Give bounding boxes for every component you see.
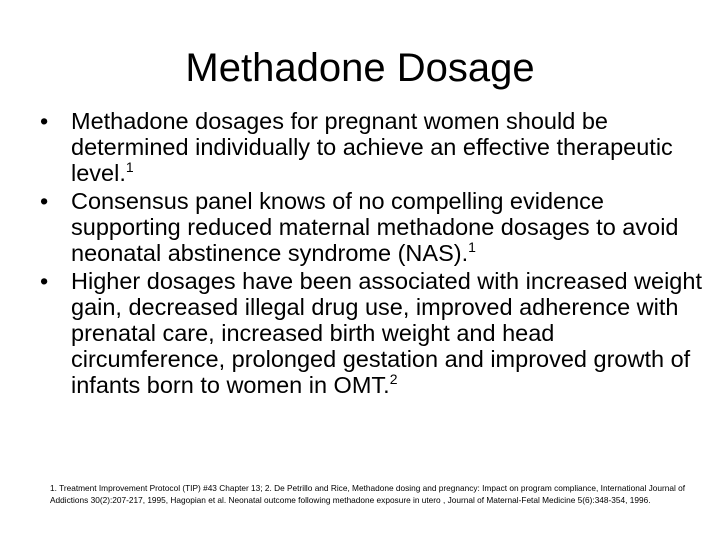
bullet-text: Higher dosages have been associated with increased weight gain, decreased illegal drug use, improved adherence with prenatal care, increased birth weight and head circumference, prolonged gestation and improved growth of infants born to women in OMT. [71,268,702,398]
footnote-ref: 1 [125,159,134,175]
bullet-marker: • [40,268,49,294]
slide-title: Methadone Dosage [185,46,535,90]
footnote-references: 1. Treatment Improvement Protocol (TIP) #43 Chapter 13; 2. De Petrillo and Rice, Methadone dosing and pregnancy: Impact on program compliance, International Journal of Addictions 30(2):207-217, 1995, Hagopian et al. Neonatal outcome following methadone exposure in utero , Journal of Maternal-Fetal Medicine 5(6):348-354, 1996. [50,483,686,505]
bullet-marker: • [40,108,49,134]
bullet-list [40,108,705,400]
bullet-text: Consensus panel knows of no compelling evidence supporting reduced maternal methadone dosages to avoid neonatal abstinence syndrome (NAS). [71,188,679,266]
bullet-item [40,188,705,266]
bullet-item [40,108,705,186]
footnote-ref: 2 [389,371,398,387]
bullet-marker: • [40,188,49,214]
footnote-ref: 1 [468,239,476,255]
bullet-item [40,268,705,398]
bullet-text: Methadone dosages for pregnant women should be determined individually to achieve an effective therapeutic level. [71,108,673,186]
